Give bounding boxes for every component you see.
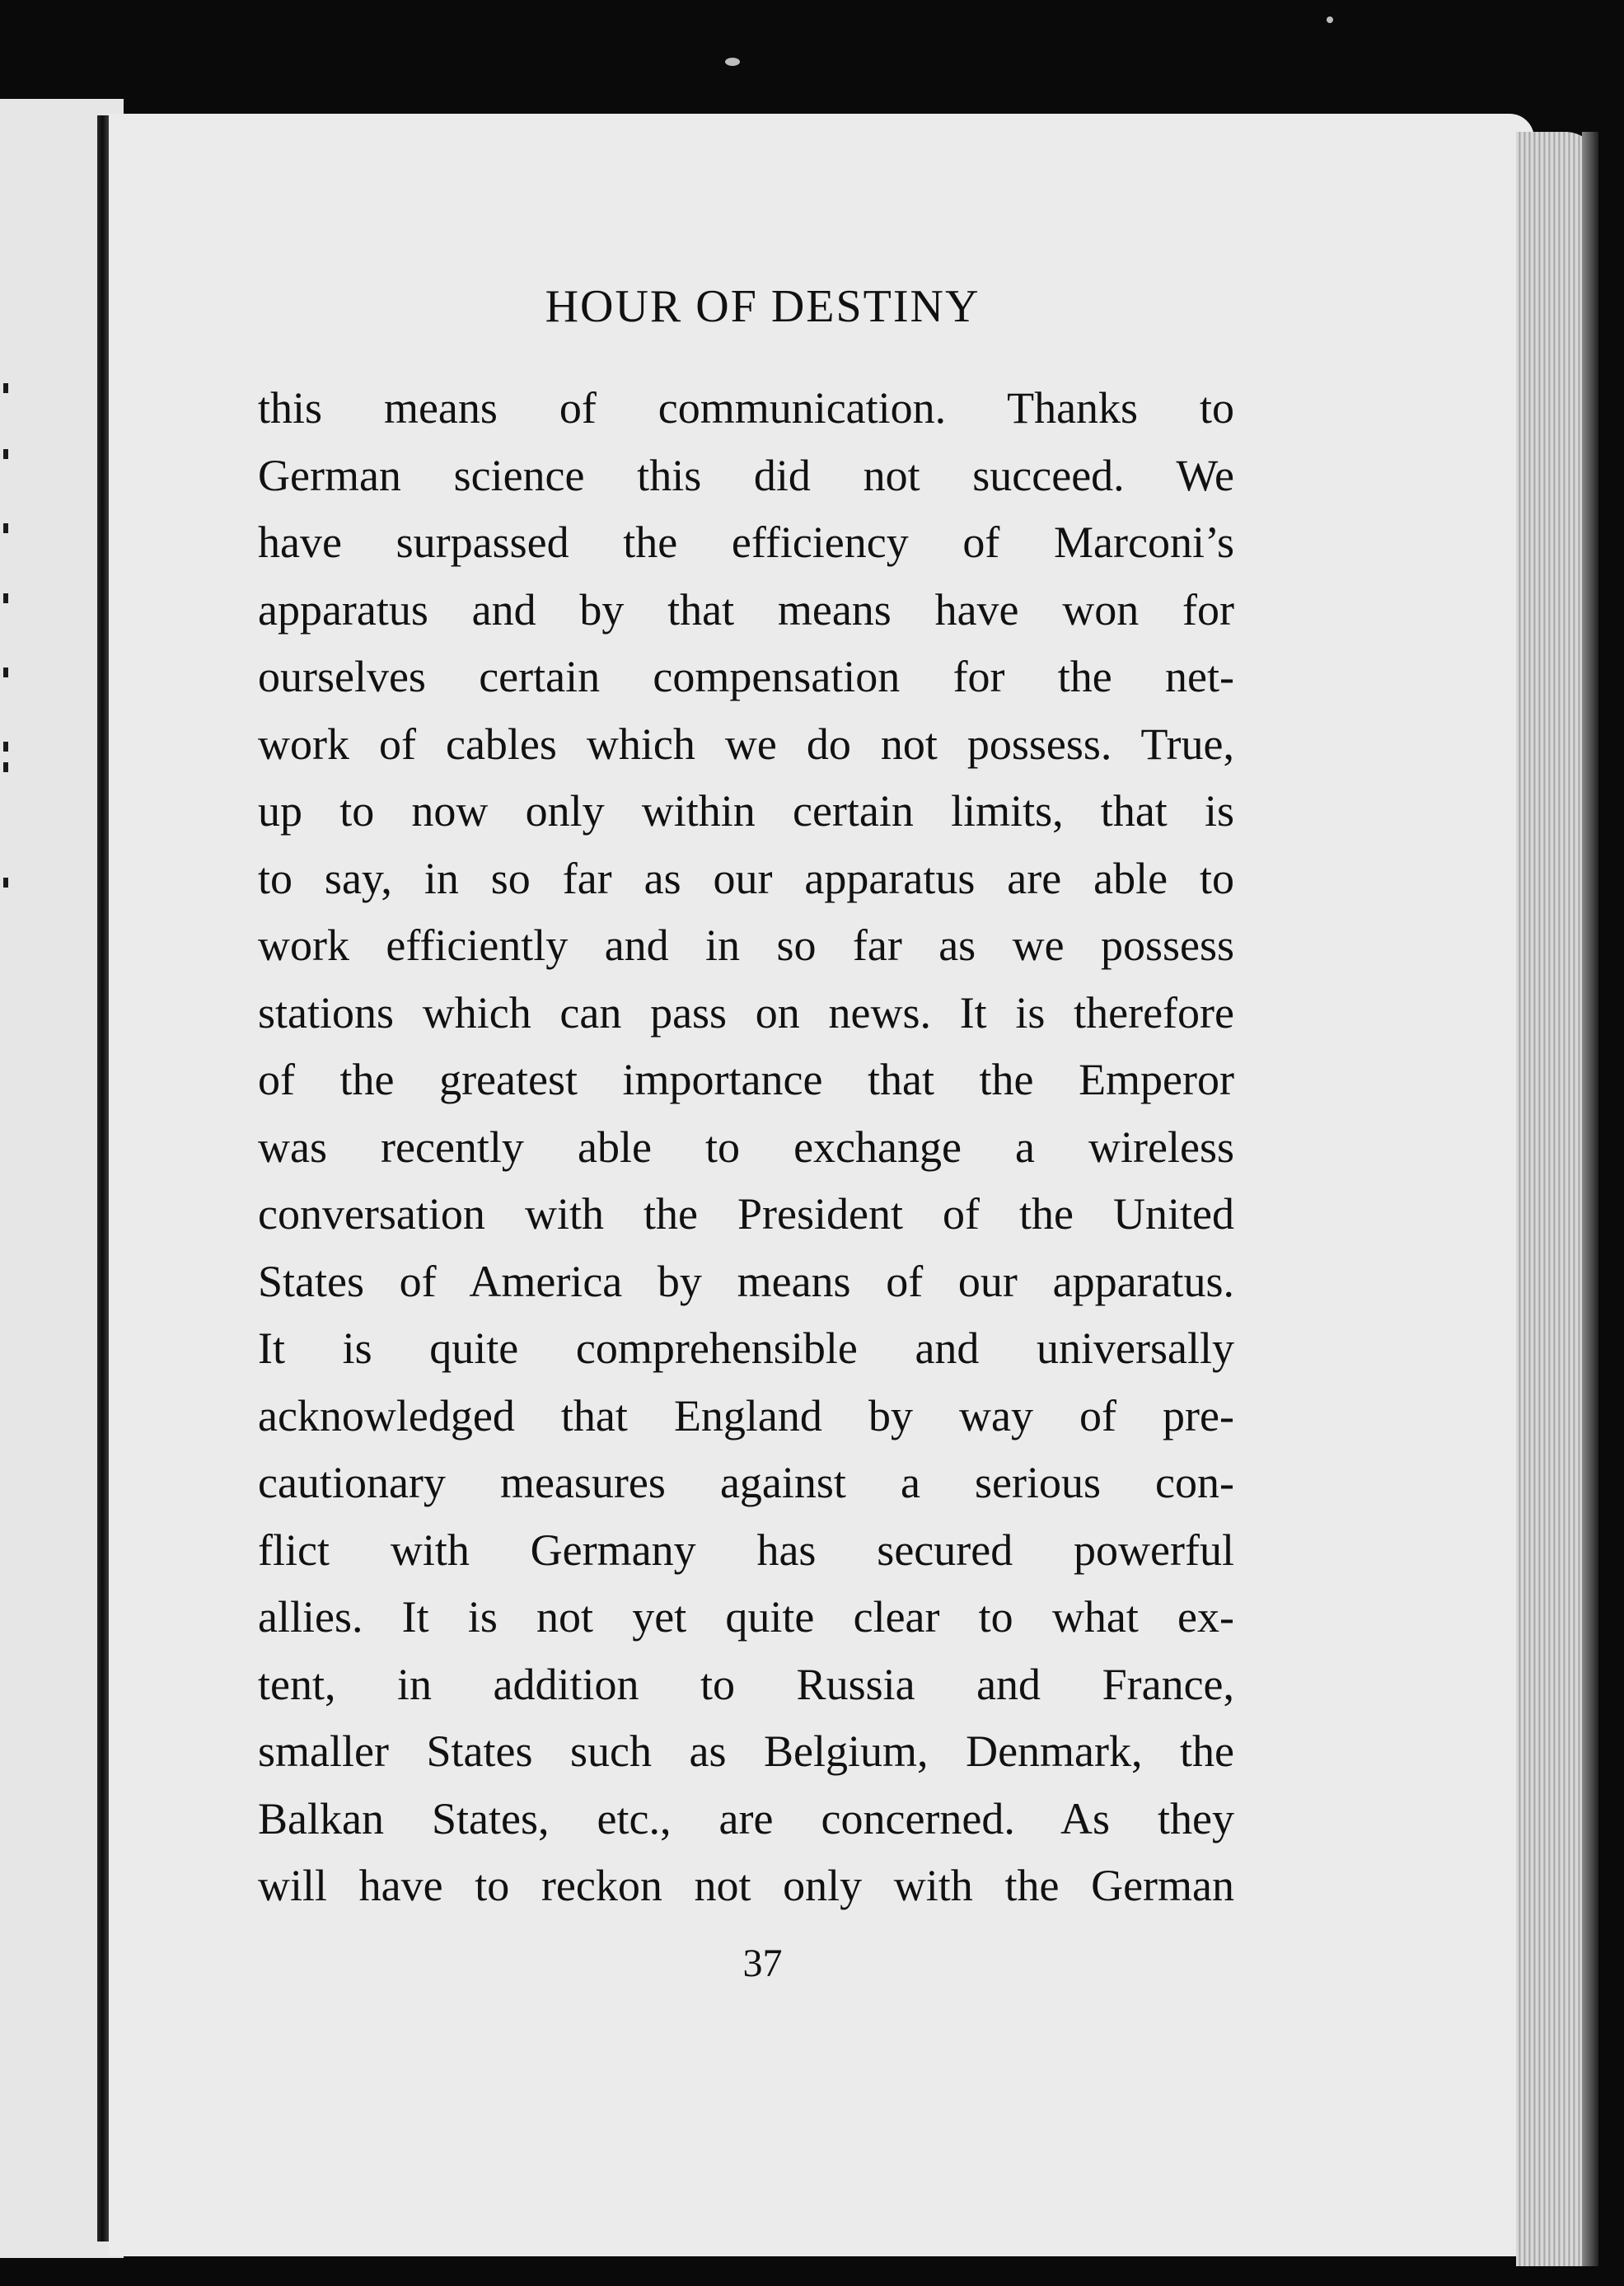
text-line: stations which can pass on news. It is therefore [258, 987, 1234, 1038]
body-text [258, 375, 1234, 1920]
ink-mark [3, 383, 8, 393]
text-line: allies. It is not yet quite clear to what ex- [258, 1592, 1234, 1642]
left-page-marks [3, 99, 8, 2258]
text-line: work efficiently and in so far as we possess [258, 920, 1234, 970]
text-line: up to now only within certain limits, that is [258, 786, 1234, 836]
dust-speck [725, 58, 740, 66]
text-line: flict with Germany has secured powerful [258, 1525, 1234, 1575]
text-line: States of America by means of our apparatus. [258, 1256, 1234, 1306]
text-line: cautionary measures against a serious con- [258, 1458, 1234, 1507]
text-line: was recently able to exchange a wireless [258, 1122, 1234, 1172]
text-line: smaller States such as Belgium, Denmark, the [258, 1726, 1234, 1776]
book-gutter [97, 115, 109, 2241]
text-line: have surpassed the efficiency of Marconi’s [258, 518, 1234, 567]
running-head: HOUR OF DESTINY [545, 281, 980, 332]
dust-speck [1327, 16, 1333, 23]
text-line: conversation with the President of the United [258, 1189, 1234, 1239]
text-line: It is quite comprehensible and universally [258, 1323, 1234, 1373]
text-line: tent, in addition to Russia and France, [258, 1659, 1234, 1709]
ink-mark [3, 449, 8, 459]
text-line: Balkan States, etc., are concerned. As they [258, 1793, 1234, 1843]
text-line: German science this did not succeed. We [258, 450, 1234, 500]
text-line: acknowledged that England by way of pre- [258, 1390, 1234, 1440]
text-line: ourselves certain compensation for the net- [258, 652, 1234, 701]
ink-mark [3, 668, 8, 677]
text-line: of the greatest importance that the Emperor [258, 1055, 1234, 1104]
text-line: will have to reckon not only with the German [258, 1861, 1234, 1910]
ink-mark [3, 523, 8, 533]
ink-mark [3, 878, 8, 888]
page-number: 37 [742, 1942, 783, 1985]
text-line: this means of communication. Thanks to [258, 383, 1234, 433]
text-line: work of cables which we do not possess. True, [258, 719, 1234, 769]
text-line: to say, in so far as our apparatus are able to [258, 853, 1234, 903]
ink-mark [3, 593, 8, 603]
ink-mark [3, 762, 8, 772]
text-line: apparatus and by that means have won for [258, 584, 1234, 635]
ink-mark [3, 742, 8, 752]
